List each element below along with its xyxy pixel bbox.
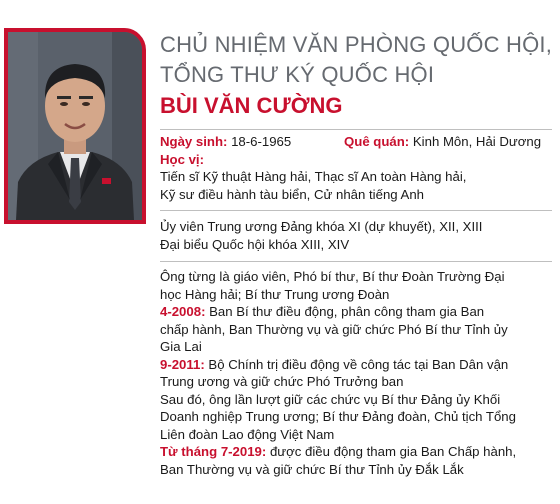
career-date-2008: 4-2008: — [160, 304, 206, 319]
career-2019-line-2: Ban Thường vụ và giữ chức Bí thư Tỉnh ủy Đắk Lắk — [160, 461, 464, 477]
career-intro-line-2: học Hàng hải; Bí thư Trung ương Đoàn — [160, 286, 390, 302]
career-intro-line-1: Ông từng là giáo viên, Phó bí thư, Bí thư Đoàn Trường Đại — [160, 269, 505, 284]
birth-value: 18-6-1965 — [227, 134, 292, 149]
career-later-line-1: Sau đó, ông lần lượt giữ các chức vụ Bí thư Đảng ủy Khối — [160, 391, 501, 407]
positions-section — [160, 218, 555, 253]
birth-field — [160, 133, 344, 151]
career-2011-line-1: Bộ Chính trị điều động về công tác tại Ban Dân vận — [204, 356, 509, 372]
hometown-value: Kinh Môn, Hải Dương — [409, 134, 542, 149]
career-2008-line-1: Ban Bí thư điều động, phân công tham gia Ban — [205, 304, 485, 319]
divider-middle — [160, 210, 552, 211]
profile-header — [160, 30, 552, 122]
birth-label: Ngày sinh: — [160, 134, 228, 149]
career-entry-2008 — [160, 303, 555, 321]
positions-line-2: Đại biểu Quốc hội khóa XIII, XIV — [160, 236, 350, 252]
title-line-1: CHỦ NHIỆM VĂN PHÒNG QUỐC HỘI, — [160, 32, 553, 57]
degree-label: Học vị: — [160, 151, 204, 167]
positions-line-1: Ủy viên Trung ương Đảng khóa XI (dự khuyết), XII, XIII — [160, 219, 483, 234]
birth-hometown-row — [160, 133, 552, 151]
portrait-illustration — [8, 32, 142, 220]
career-2011-line-2: Trung ương và giữ chức Phó Trưởng ban — [160, 374, 404, 389]
title-line-2: TỔNG THƯ KÝ QUỐC HỘI — [160, 62, 435, 87]
career-2008-line-2: chấp hành, Ban Thường vụ và giữ chức Phó Bí thư Tỉnh ủy — [160, 321, 508, 337]
degree-line-1: Tiến sĩ Kỹ thuật Hàng hải, Thạc sĩ An toàn Hàng hải, — [160, 169, 467, 184]
hometown-field — [344, 133, 541, 151]
career-2019-line-1: được điều động tham gia Ban Chấp hành, — [266, 444, 517, 459]
career-later-line-2: Doanh nghiệp Trung ương; Bí thư Đảng đoàn, Chủ tịch Tổng — [160, 409, 516, 424]
career-later-line-3: Liên đoàn Lao động Việt Nam — [160, 426, 335, 442]
divider-top — [160, 129, 552, 130]
career-entry-2019 — [160, 443, 555, 461]
person-name: BÙI VĂN CƯỜNG — [160, 93, 343, 118]
career-date-2011: 9-2011: — [160, 356, 205, 372]
career-2008-line-3: Gia Lai — [160, 339, 202, 354]
career-date-2019: Từ tháng 7-2019: — [160, 444, 267, 459]
divider-bottom — [160, 261, 552, 262]
portrait-photo — [4, 28, 146, 224]
basic-info — [160, 133, 552, 203]
career-entry-2011 — [160, 356, 555, 374]
degree-line-2: Kỹ sư điều hành tàu biển, Cử nhân tiếng Anh — [160, 186, 425, 202]
career-section — [160, 268, 555, 478]
hometown-label: Quê quán: — [344, 134, 410, 149]
